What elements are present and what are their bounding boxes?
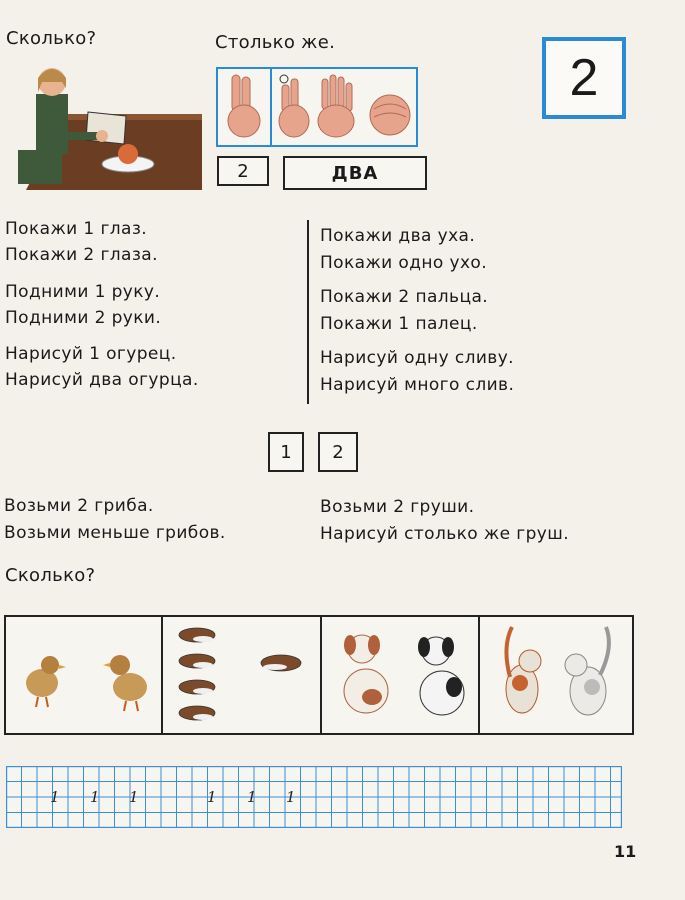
task-left-6: Нарисуй два огурца. (5, 370, 199, 390)
how-many-heading: Сколько? (6, 28, 97, 49)
task-left-5: Нарисуй 1 огурец. (5, 344, 177, 364)
task-mushrooms-1: Возьми 2 гриба. (4, 496, 154, 516)
sparrows-panel (163, 617, 322, 733)
task-right-4: Покажи 1 палец. (320, 314, 478, 334)
written-one: 1 (207, 788, 217, 806)
task-left-1: Покажи 1 глаз. (5, 219, 148, 239)
number-box-1: 1 (268, 432, 304, 472)
written-one: 1 (129, 788, 139, 806)
kitten-icon (506, 627, 541, 713)
digit-box: 2 (217, 156, 269, 186)
bottom-how-many-heading: Сколько? (5, 565, 96, 586)
task-right-6: Нарисуй много слив. (320, 375, 515, 395)
kitten-icon (565, 627, 609, 715)
writing-grid (6, 766, 622, 828)
word-box: ДВА (283, 156, 427, 190)
task-pears-1: Возьми 2 груши. (320, 497, 475, 517)
task-right-2: Покажи одно ухо. (320, 253, 488, 273)
task-right-3: Покажи 2 пальца. (320, 287, 489, 307)
number-box-2: 2 (318, 432, 358, 472)
animals-strip (4, 615, 634, 735)
big-digit: 2 (569, 49, 599, 107)
task-pears-2: Нарисуй столько же груш. (320, 524, 570, 544)
chick-icon (26, 656, 66, 707)
written-one: 1 (50, 788, 60, 806)
task-left-2: Покажи 2 глаза. (5, 245, 158, 265)
hands-illustration (216, 67, 418, 147)
column-divider (307, 220, 309, 404)
same-amount-heading: Столько же. (215, 32, 336, 53)
task-left-3: Подними 1 руку. (5, 282, 161, 302)
written-one: 1 (286, 788, 296, 806)
puppy-icon (344, 635, 388, 713)
girl-table-illustration (6, 54, 202, 190)
chick-icon (103, 655, 147, 711)
task-mushrooms-2: Возьми меньше грибов. (4, 523, 226, 543)
task-left-4: Подними 2 руки. (5, 308, 162, 328)
written-one: 1 (247, 788, 257, 806)
big-digit-card (542, 37, 626, 119)
chicks-panel (6, 617, 163, 733)
kittens-panel (480, 617, 632, 733)
puppies-panel (322, 617, 480, 733)
task-right-1: Покажи два уха. (320, 226, 476, 246)
page-number: 11 (614, 842, 637, 861)
written-one: 1 (90, 788, 100, 806)
puppy-icon (418, 637, 464, 715)
task-right-5: Нарисуй одну сливу. (320, 348, 514, 368)
